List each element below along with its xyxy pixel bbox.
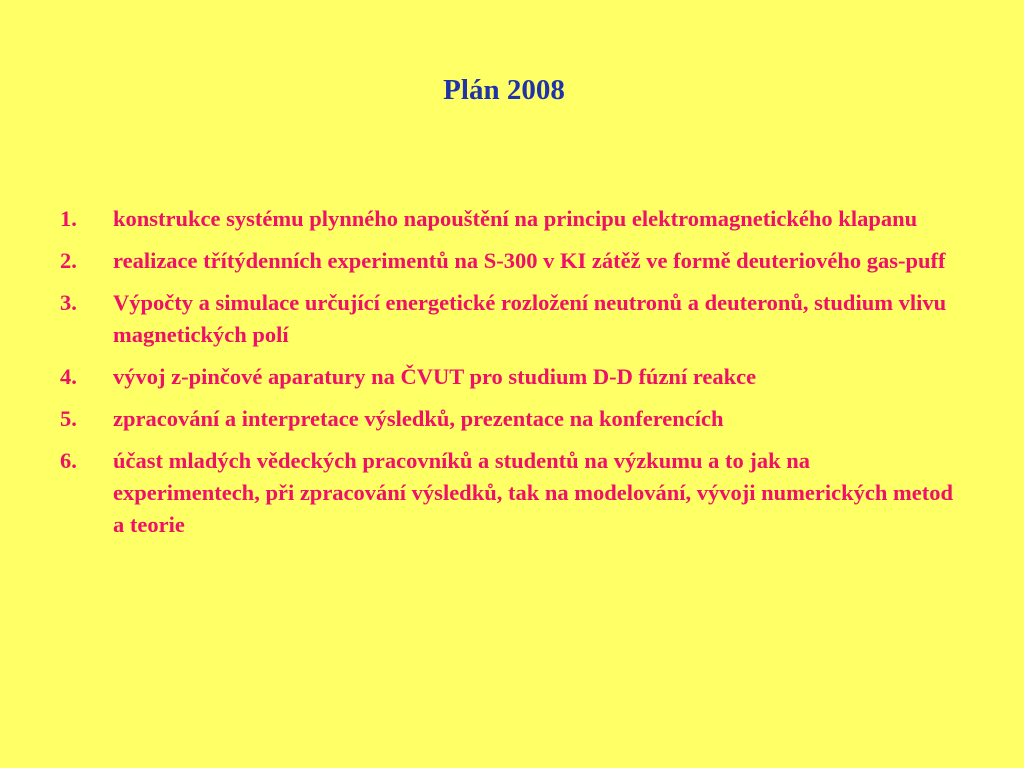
list-item-number: 2.: [60, 248, 77, 273]
list-item-number: 3.: [60, 290, 77, 315]
list-item-text: vývoj z-pinčové aparatury na ČVUT pro studium D-D fúzní reakce: [113, 364, 757, 389]
list-item: [60, 445, 960, 541]
slide-title: Plán 2008: [443, 74, 565, 106]
list-item-text: konstrukce systému plynného napouštění na principu elektromagnetického klapanu: [113, 206, 918, 231]
list-item-number: 4.: [60, 364, 77, 389]
list-item-text: účast mladých vědeckých pracovníků a studentů na výzkumu a to jak na experimentech, při zpracování výsledků, tak na modelování, vývoji numerických metod a teorie: [113, 448, 953, 537]
list-item: [60, 203, 960, 235]
list-item-text: zpracování a interpretace výsledků, prezentace na konferencích: [113, 406, 724, 431]
list-item-text: realizace třítýdenních experimentů na S-300 v KI zátěž ve formě deuteriového gas-puff: [113, 248, 946, 273]
list-item-number: 1.: [60, 206, 77, 231]
list-item: [60, 361, 960, 393]
plan-list: [60, 203, 960, 551]
list-item-number: 6.: [60, 448, 77, 473]
list-item: [60, 287, 960, 351]
list-item: [60, 403, 960, 435]
list-item-text: Výpočty a simulace určující energetické rozložení neutronů a deuteronů, studium vlivu magnetických polí: [113, 290, 947, 347]
list-item-number: 5.: [60, 406, 77, 431]
list-item: [60, 245, 960, 277]
